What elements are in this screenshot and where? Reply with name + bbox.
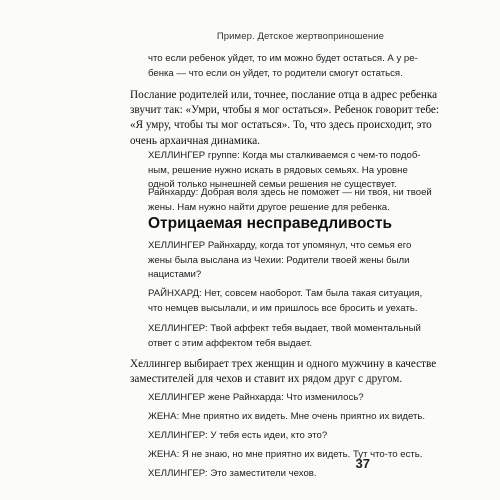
text-line: нацистами?: [148, 269, 202, 281]
text-line: ХЕЛЛИНГЕР: Твой аффект тебя выдает, твой моментальный: [148, 323, 421, 334]
text-line: заместителей для чехов и ставит их рядом друг с другом.: [130, 373, 403, 386]
text-line: жены. Нам нужно найти другое решение для ребенка.: [148, 201, 390, 213]
text-line: «Я умру, чтобы ты мог остаться». То, что здесь происходит, это: [130, 119, 432, 132]
text-line: ответ с этим аффектом тебя выдает.: [148, 337, 312, 349]
paragraph-continuation: [148, 52, 418, 81]
paragraph-dialogue: [148, 186, 432, 215]
text-line: что если ребенок уйдет, то им можно будет остаться. А у ре-: [148, 53, 418, 64]
text-line: звучит так: «Умри, чтобы я мог остаться». Ребенок говорит тебе:: [130, 104, 439, 117]
paragraph-dialogue: [148, 467, 317, 482]
text-line: ХЕЛЛИНГЕР Райнхарду, когда тот упомянул, что семья его: [148, 240, 412, 251]
paragraph-dialogue: [148, 429, 327, 444]
text-line: Хеллингер выбирает трех женщин и одного мужчину в качестве: [130, 358, 437, 370]
text-line: ЖЕНА: Я не знаю, но мне приятно их видеть. Тут что-то есть.: [148, 449, 423, 460]
text-line: ЖЕНА: Мне приятно их видеть. Мне очень приятно их видеть.: [148, 411, 426, 422]
paragraph-dialogue: [148, 410, 425, 425]
paragraph-dialogue: [148, 322, 421, 351]
paragraph-dialogue: [148, 448, 422, 463]
text-line: ным, решение нужно искать в рядовых семьях. На уровне: [148, 164, 408, 176]
text-line: ХЕЛЛИНГЕР жене Райнхарда: Что изменилось?: [148, 392, 364, 403]
paragraph-dialogue: [148, 391, 364, 406]
paragraph-dialogue: [148, 239, 411, 283]
running-head: Пример. Детское жертвоприношение: [216, 31, 384, 42]
paragraph-narration: [130, 357, 436, 387]
text-line: ХЕЛЛИНГЕР: У тебя есть идеи, кто это?: [148, 430, 328, 441]
text-line: Послание родителей или, точнее, послание отца в адрес ребенка: [130, 89, 438, 101]
text-line: жены была выслана из Чехии: Родители твоей жены были: [148, 254, 410, 266]
section-heading: Отрицаемая несправедливость: [148, 215, 392, 232]
page-number: 37: [355, 456, 370, 471]
text-line: РАЙНХАРД: Нет, совсем наоборот. Там была такая ситуация,: [148, 288, 423, 299]
paragraph-narration: [130, 88, 439, 149]
text-line: очень архаичная динамика.: [130, 134, 260, 147]
text-line: одной только нынешней семьи решения не существует.: [148, 179, 397, 191]
text-line: Райнхарду: Добрая воля здесь не поможет — ни твоя, ни твоей: [148, 187, 432, 198]
paragraph-dialogue: [148, 287, 422, 316]
text-line: что немцев высылали, и им пришлось все бросить и уехать.: [148, 302, 418, 314]
text-line: ХЕЛЛИНГЕР: Это заместители чехов.: [148, 468, 317, 479]
text-line: ХЕЛЛИНГЕР группе: Когда мы сталкиваемся с чем-то подоб-: [148, 150, 421, 161]
text-line: бенка — что если он уйдет, то родители смогут остаться.: [148, 67, 403, 79]
